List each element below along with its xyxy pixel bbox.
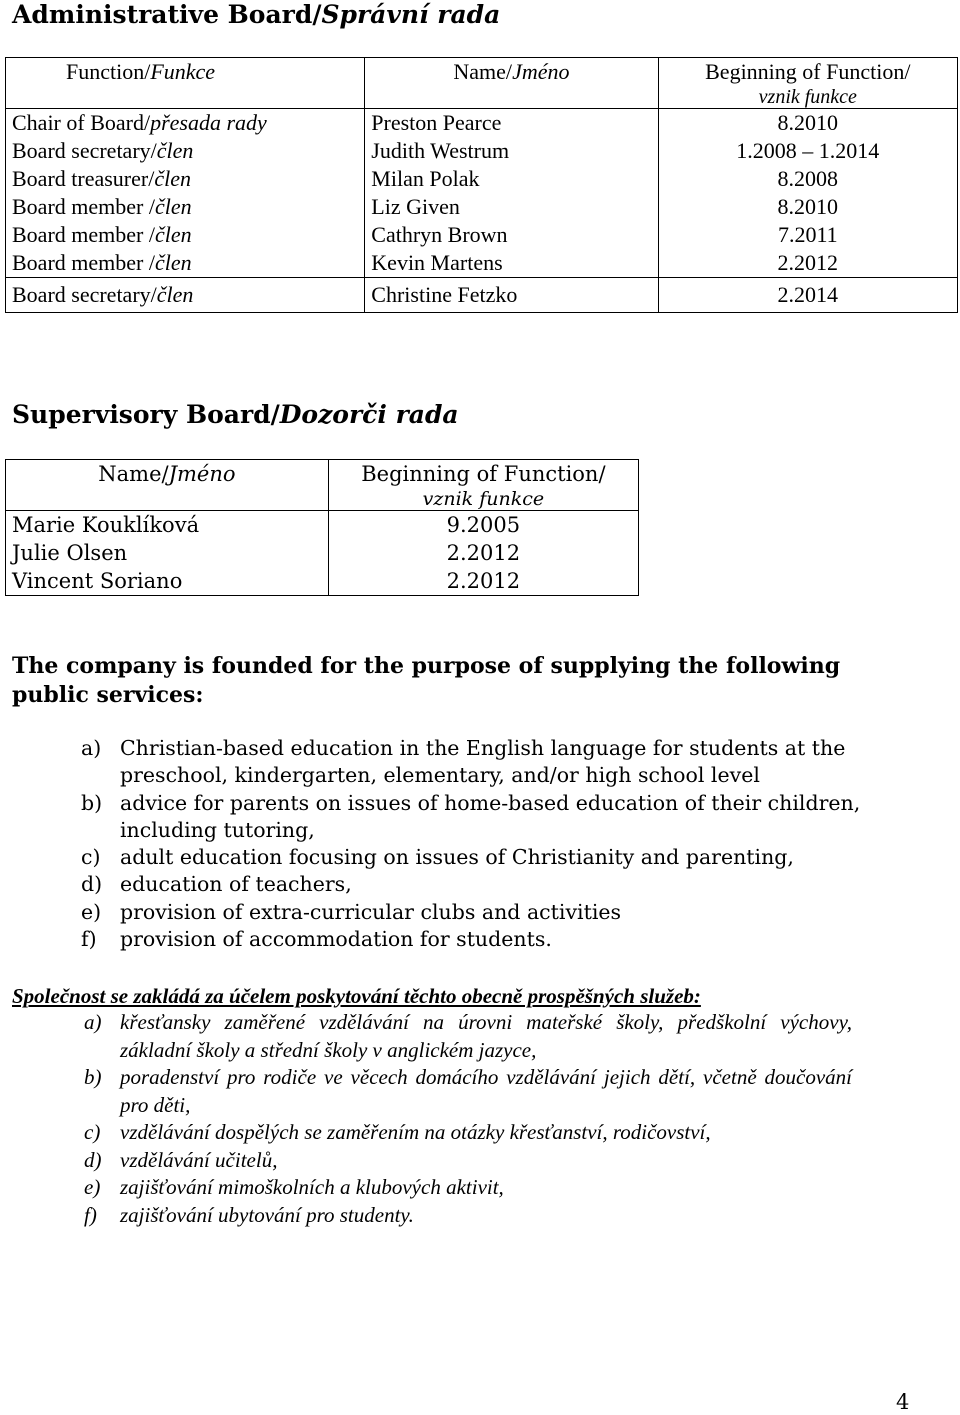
date-cell: 7.2011: [658, 221, 957, 249]
table-row: [6, 539, 639, 567]
list-text: advice for parents on issues of home-based education of their children, including tutoring,: [120, 790, 861, 842]
admin-heading-italic: Správní rada: [321, 0, 501, 29]
list-marker: b): [84, 1065, 102, 1089]
name-cell: Julie Olsen: [6, 539, 329, 567]
list-text: zajišťování mimoškolních a klubových aktivit,: [120, 1175, 504, 1199]
header-beginning: [658, 58, 957, 109]
function-italic: člen: [154, 250, 192, 275]
function-cell: [6, 137, 365, 165]
list-text: vzdělávání učitelů,: [120, 1147, 278, 1172]
table-row: [6, 109, 958, 138]
function-italic: člen: [154, 222, 192, 247]
function-italic: člen: [154, 166, 191, 191]
table-row: [6, 567, 639, 596]
function-main: Board secretary/: [12, 138, 157, 163]
list-marker: e): [81, 899, 102, 924]
list-item: [12, 1064, 852, 1119]
supervisory-board-table: [5, 459, 639, 596]
sup-header-beginning-line2: vznik funkce: [422, 488, 545, 510]
list-text: provision of extra-curricular clubs and activities: [120, 899, 622, 924]
header-function: [6, 58, 365, 109]
date-cell: 2.2012: [328, 539, 638, 567]
sup-header-beginning-line1: Beginning of Function/: [361, 462, 606, 486]
list-item: [12, 1202, 852, 1230]
table-row: [6, 165, 958, 193]
admin-board-heading: [12, 0, 500, 30]
sup-header-name-italic: Jméno: [168, 462, 236, 486]
list-text: Christian-based education in the English language for students at the preschool, kindergarten, elementary, and/or high school level: [120, 736, 846, 788]
function-italic: přesada rady: [150, 110, 267, 135]
name-cell: Kevin Martens: [365, 249, 658, 278]
list-item: [12, 1147, 852, 1175]
date-cell: 1.2008 – 1.2014: [658, 137, 957, 165]
list-marker: c): [81, 845, 101, 870]
list-item: [12, 871, 912, 898]
date-cell: 8.2010: [658, 109, 957, 138]
admin-table-header-row: [6, 58, 958, 109]
list-item: [12, 899, 912, 926]
date-cell: 2.2012: [658, 249, 957, 278]
name-cell: Cathryn Brown: [365, 221, 658, 249]
list-marker: a): [84, 1010, 102, 1034]
header-name-italic: Jméno: [512, 59, 570, 84]
function-main: Board member /: [12, 194, 155, 219]
date-cell: 2.2012: [328, 567, 638, 596]
name-cell: Liz Given: [365, 193, 658, 221]
function-italic: člen: [156, 282, 194, 307]
list-item: [12, 1119, 852, 1147]
function-italic: člen: [154, 194, 192, 219]
list-item: [12, 735, 912, 790]
header-function-main: Function/: [66, 59, 151, 84]
date-cell: 9.2005: [328, 511, 638, 540]
list-marker: c): [84, 1120, 101, 1144]
purpose-intro-cz: Společnost se zakládá za účelem poskytování těchto obecně prospěšných služeb:: [12, 984, 701, 1008]
list-item: [12, 790, 912, 845]
name-cell: Christine Fetzko: [365, 278, 658, 313]
table-row: [6, 511, 639, 540]
list-text: education of teachers,: [120, 872, 352, 897]
function-main: Chair of Board/: [12, 110, 151, 135]
list-marker: d): [81, 872, 103, 897]
list-item: [12, 1174, 852, 1202]
date-cell: 8.2008: [658, 165, 957, 193]
purpose-intro-en: The company is founded for the purpose of supplying the following public services:: [12, 653, 841, 708]
function-cell: [6, 221, 365, 249]
function-main: Board secretary/: [12, 282, 157, 307]
sup-header-name-main: Name/: [98, 462, 169, 486]
supervisory-board-heading: [12, 400, 459, 430]
header-beginning-line2: vznik funkce: [758, 86, 857, 108]
supervisory-heading-italic: Dozorči rada: [279, 400, 459, 429]
name-cell: Preston Pearce: [365, 109, 658, 138]
table-row: [6, 137, 958, 165]
list-marker: a): [81, 736, 102, 760]
page-number: 4: [896, 1390, 910, 1414]
function-cell: [6, 249, 365, 278]
list-text: adult education focusing on issues of Christianity and parenting,: [120, 845, 794, 870]
date-cell: 2.2014: [658, 278, 957, 313]
header-function-italic: Funkce: [150, 59, 216, 84]
header-beginning-line1: Beginning of Function/: [705, 59, 911, 84]
list-marker: f): [84, 1202, 97, 1227]
supervisory-heading-main: Supervisory Board/: [12, 400, 280, 429]
services-list-cz: [12, 1009, 852, 1229]
list-item: [12, 926, 912, 953]
function-main: Board member /: [12, 250, 155, 275]
list-marker: f): [81, 927, 97, 952]
function-main: Board treasurer/: [12, 166, 155, 191]
date-cell: 8.2010: [658, 193, 957, 221]
table-row: [6, 249, 958, 278]
list-text: zajišťování ubytování pro studenty.: [120, 1202, 414, 1227]
list-marker: e): [84, 1175, 101, 1199]
admin-board-table: [5, 57, 958, 313]
function-cell: [6, 109, 365, 138]
function-italic: člen: [156, 138, 194, 163]
sup-table-header-row: [6, 460, 639, 511]
header-name-main: Name/: [453, 59, 513, 84]
table-row: [6, 193, 958, 221]
header-name: [365, 58, 658, 109]
name-cell: Vincent Soriano: [6, 567, 329, 596]
function-cell: [6, 278, 365, 313]
list-text: křesťansky zaměřené vzdělávání na úrovni mateřské školy, předškolní výchovy, základní školy a střední školy v anglickém jazyce,: [120, 1010, 852, 1062]
list-marker: d): [84, 1147, 102, 1172]
list-text: poradenství pro rodiče ve věcech domácího vzdělávání jejich dětí, včetně doučování pro děti,: [120, 1065, 852, 1117]
admin-heading-main: Administrative Board/: [12, 0, 322, 29]
list-text: provision of accommodation for students.: [120, 927, 552, 952]
services-list-en: [12, 735, 912, 953]
name-cell: Marie Kouklíková: [6, 511, 329, 540]
function-cell: [6, 165, 365, 193]
function-cell: [6, 193, 365, 221]
table-row: [6, 278, 958, 313]
name-cell: Judith Westrum: [365, 137, 658, 165]
name-cell: Milan Polak: [365, 165, 658, 193]
list-item: [12, 1009, 852, 1064]
function-main: Board member /: [12, 222, 155, 247]
list-text: vzdělávání dospělých se zaměřením na otázky křesťanství, rodičovství,: [120, 1120, 711, 1144]
sup-header-name: [6, 460, 329, 511]
list-marker: b): [81, 790, 103, 815]
table-row: [6, 221, 958, 249]
sup-header-beginning: [328, 460, 638, 511]
list-item: [12, 844, 912, 871]
